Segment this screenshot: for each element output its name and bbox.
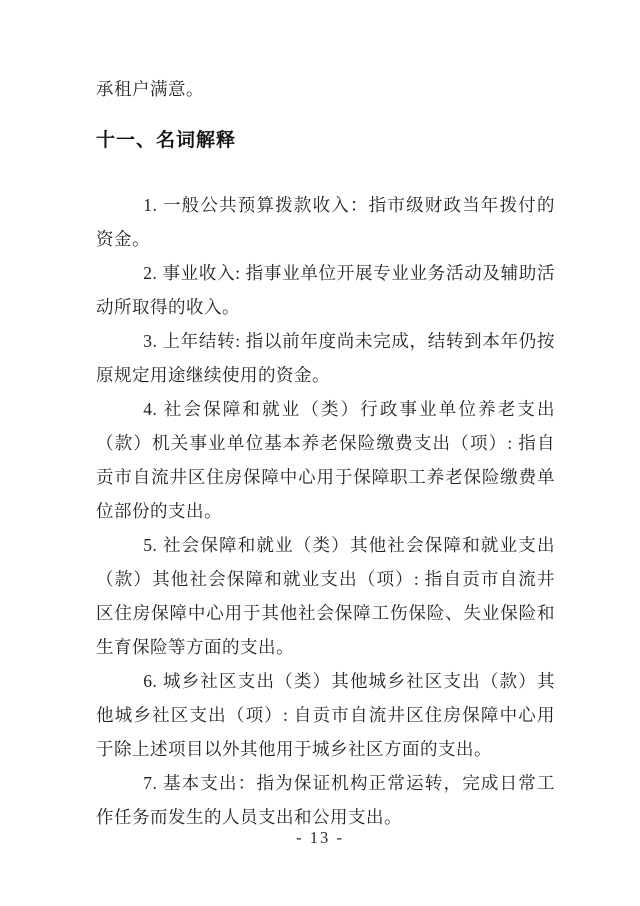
definition-paragraph-1: 1. 一般公共预算拨款收入：指市级财政当年拨付的资金。 [96,195,555,249]
definition-paragraph-3: 3. 上年结转: 指以前年度尚未完成，结转到本年仍按原规定用途继续使用的资金。 [96,331,555,385]
section-heading: 十一、名词解释 [96,130,237,151]
definition-paragraph-6: 6. 城乡社区支出（类）其他城乡社区支出（款）其他城乡社区支出（项）: 自贡市自流井区住房保障中心用于除上述项目以外其他用于城乡社区方面的支出。 [96,671,555,759]
definition-paragraph-7: 7. 基本支出：指为保证机构正常运转，完成日常工作任务而发生的人员支出和公用支出。 [96,773,555,827]
definition-paragraph-5: 5. 社会保障和就业（类）其他社会保障和就业支出（款）其他社会保障和就业支出（项）: 指自贡市自流井区住房保障中心用于其他社会保障工伤保险、失业保险和生育保险等方面的支出。 [96,535,555,657]
definition-paragraph-4: 4. 社会保障和就业（类）行政事业单位养老支出（款）机关事业单位基本养老保险缴费支出（项）: 指自贡市自流井区住房保障中心用于保障职工养老保险缴费单位部份的支出。 [96,399,555,521]
page-number: - 13 - [296,828,344,847]
intro-line: 承租户满意。 [96,79,204,99]
definition-paragraph-2: 2. 事业收入: 指事业单位开展专业业务活动及辅助活动所取得的收入。 [96,263,555,317]
